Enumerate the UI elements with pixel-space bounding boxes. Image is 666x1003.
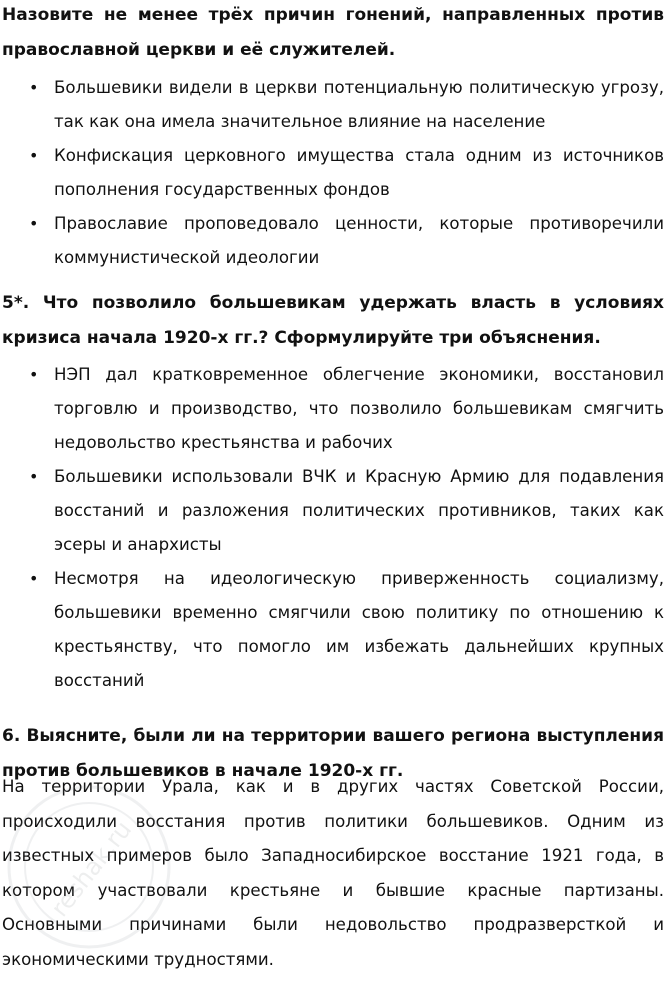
list-item-text: Большевики использовали ВЧК и Красную Армию для подавления восстаний и разложения политических противников, таких как эсеры и анархисты (54, 467, 664, 554)
list-item-text: Православие проповедовало ценности, которые противоречили коммунистической идеологии (54, 214, 664, 267)
list-item-text: Несмотря на идеологическую приверженность социализму, большевики временно смягчили свою политику по отношению к крестьянству, что помогло им избежать дальнейших крупных восстаний (54, 569, 664, 690)
answer-list (0, 358, 666, 698)
list-item (0, 71, 666, 139)
list-item (0, 207, 666, 275)
bullet-icon: • (29, 214, 39, 233)
list-item-text: Конфискация церковного имущества стала одним из источников пополнения государственных фондов (54, 146, 664, 199)
question-heading: Назовите не менее трёх причин гонений, направленных против православной церкви и её служителей. (2, 5, 664, 60)
question-heading: 5*. Что позволило большевикам удержать власть в условиях кризиса начала 1920-х гг.? Сформулируйте три объяснения. (2, 293, 664, 348)
list-item (0, 358, 666, 460)
answer-paragraph: На территории Урала, как и в других частях Советской России, происходили восстания против политики большевиков. Одним из известных примеров было Западносибирское восстание 1921 года, в котором участвовали крестьяне и бывшие красные партизаны. Основными причинами были недовольство продразверсткой и экономическими трудностями. (2, 777, 664, 969)
list-item-text: НЭП дал кратковременное облегчение экономики, восстановил торговлю и производство, что позволило большевикам смягчить недовольство крестьянства и рабочих (54, 365, 664, 452)
answer-list (0, 71, 666, 275)
list-item-text: Большевики видели в церкви потенциальную политическую угрозу, так как она имела значительное влияние на население (54, 78, 664, 131)
bullet-icon: • (29, 78, 39, 97)
bullet-icon: • (29, 365, 39, 384)
bullet-icon: • (29, 467, 39, 486)
question-heading: 6. Выясните, были ли на территории вашего региона выступления против большевиков в начале 1920-х гг. (2, 726, 664, 781)
list-item (0, 139, 666, 207)
bullet-icon: • (29, 146, 39, 165)
bullet-icon: • (29, 569, 39, 588)
watermark-text: reshak.ru (45, 815, 138, 923)
list-item (0, 562, 666, 698)
list-item (0, 460, 666, 562)
